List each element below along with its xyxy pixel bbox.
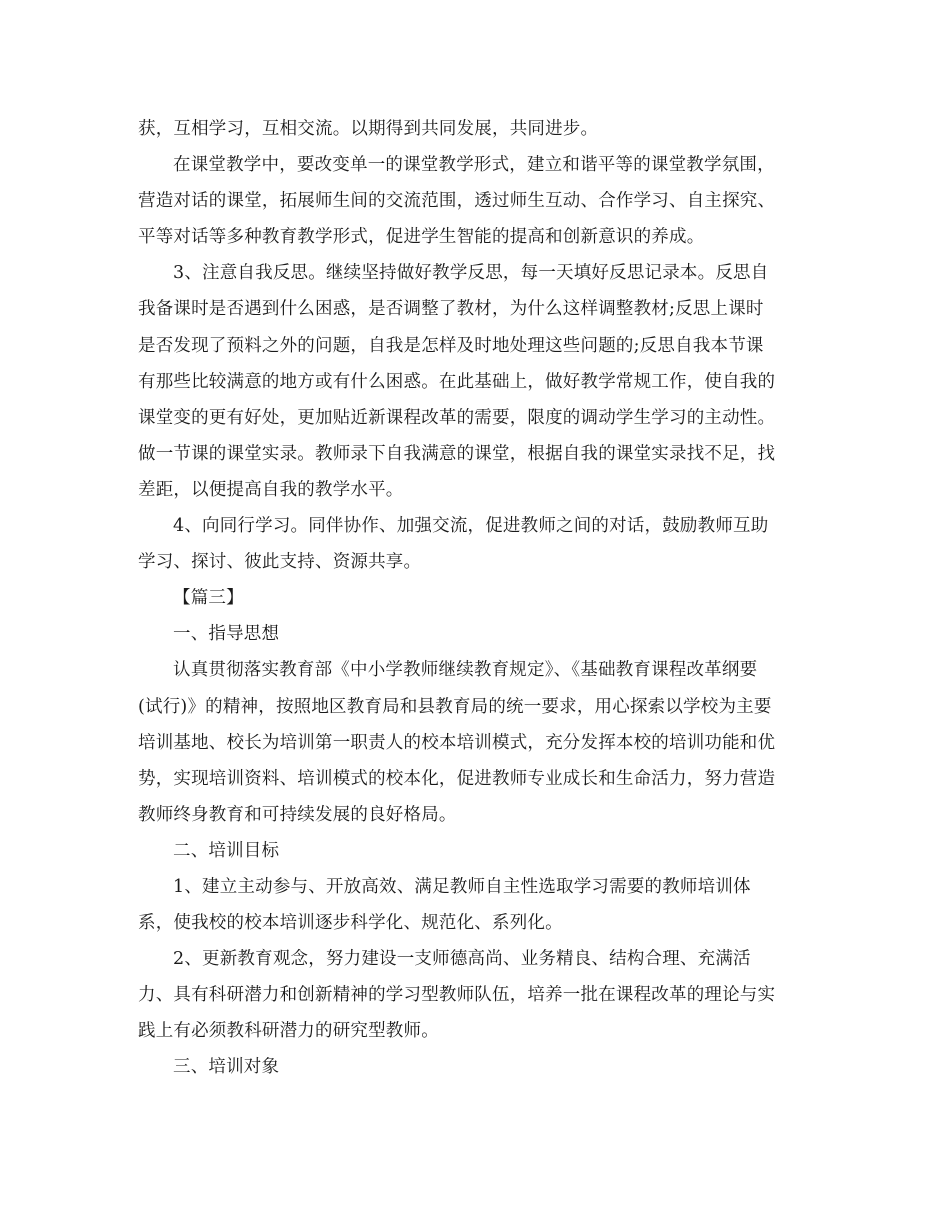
text-line: 在课堂教学中，要改变单一的课堂教学形式，建立和谐平等的课堂教学氛围， [173,155,775,176]
text-line: 3、注意自我反思。继续坚持做好教学反思，每一天填好反思记录本。反思自 [173,263,769,284]
paragraph [138,616,811,652]
text-line: (试行)》的精神，按照地区教育局和县教育局的统一要求，用心探索以学校为主要 [138,696,772,717]
text-line: 1、建立主动参与、开放高效、满足教师自主性选取学习需要的教师培训体 [173,876,751,897]
paragraph [138,255,811,508]
text-line: 三、培训对象 [173,1057,280,1078]
text-line: 获，互相学习，互相交流。以期得到共同发展，共同进步。 [138,119,599,139]
text-line: 力、具有科研潜力和创新精神的学习型教师队伍，培养一批在课程改革的理论与实 [138,985,776,1006]
text-line: 学习、探讨、彼此支持、资源共享。 [138,552,422,573]
text-line: 4、向同行学习。同伴协作、加强交流，促进教师之间的对话，鼓励教师互助 [173,516,769,537]
paragraph [138,508,811,580]
paragraph [138,147,811,255]
text-line: 差距，以便提高自我的教学水平。 [138,479,404,500]
paragraph [138,1049,811,1085]
text-line: 培训基地、校长为培训第一职责人的校本培训模式，充分发挥本校的培训功能和优 [138,732,776,753]
text-line: 做一节课的课堂实录。教师录下自我满意的课堂，根据自我的课堂实录找不足，找 [138,443,776,464]
paragraph [138,111,811,147]
paragraph [138,580,811,616]
text-line: 2、更新教育观念，努力建设一支师德高尚、业务精良、结构合理、充满活 [173,949,751,970]
text-line: 平等对话等多种教育教学形式，促进学生智能的提高和创新意识的养成。 [138,227,705,248]
paragraph [138,869,811,941]
text-line: 有那些比较满意的地方或有什么困惑。在此基础上，做好教学常规工作，使自我的 [138,371,776,392]
text-line: 教师终身教育和可持续发展的良好格局。 [138,804,457,825]
paragraph [138,652,811,832]
text-line: 践上有必须教科研潜力的研究型教师。 [138,1021,439,1042]
text-line: 我备课时是否遇到什么困惑，是否调整了教材，为什么这样调整教材;反思上课时 [138,299,764,320]
text-line: 一、指导思想 [173,624,280,645]
text-line: 势，实现培训资料、培训模式的校本化，促进教师专业成长和生命活力，努力营造 [138,768,776,789]
text-line: 营造对话的课堂，拓展师生间的交流范围，透过师生互动、合作学习、自主探究、 [138,191,776,212]
text-line: 是否发现了预料之外的问题，自我是怎样及时地处理这些问题的;反思自我本节课 [138,335,764,356]
paragraph [138,941,811,1049]
text-line: 认真贯彻落实教育部《中小学教师继续教育规定》、《基础教育课程改革纲要 [173,660,758,681]
paragraph [138,833,811,869]
text-line: 二、培训目标 [173,840,280,861]
text-line: 【篇三】 [173,588,244,609]
text-line: 课堂变的更有好处，更加贴近新课程改革的需要，限度的调动学生学习的主动性。 [138,407,776,428]
text-line: 系，使我校的校本培训逐步科学化、规范化、系列化。 [138,913,563,934]
document-body [138,111,811,1086]
